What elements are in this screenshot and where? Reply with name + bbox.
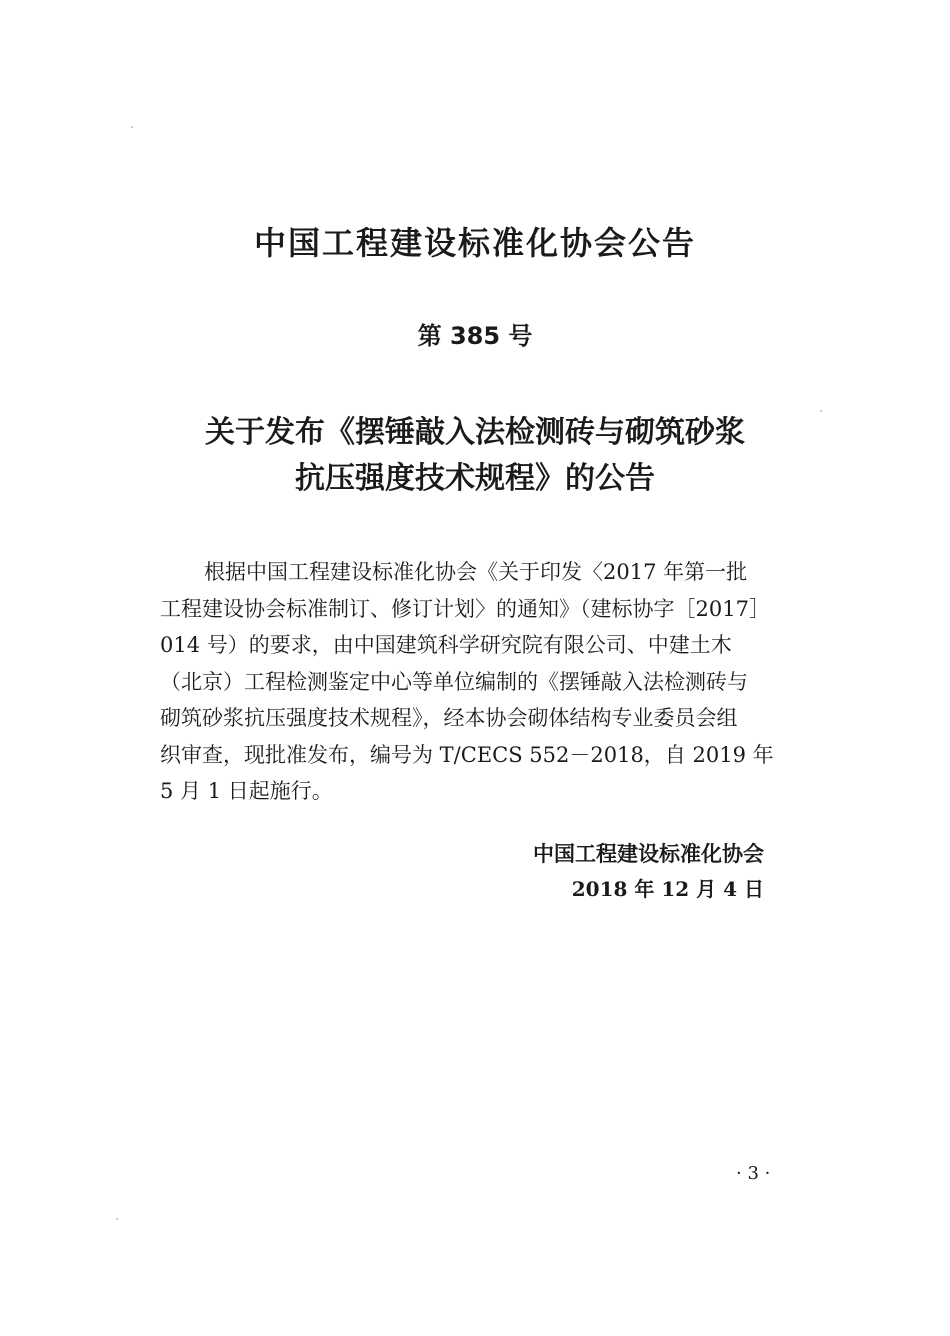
scan-speck <box>820 410 822 412</box>
body-line: 根据中国工程建设标准化协会《关于印发〈2017 年第一批 <box>204 560 748 584</box>
notice-number: 第 385 号 <box>417 322 533 350</box>
organization-title: 中国工程建设标准化协会公告 <box>253 224 696 262</box>
signature-date: 2018 年 12 月 4 日 <box>571 877 764 901</box>
scan-speck <box>116 1218 118 1220</box>
body-line: （北京）工程检测鉴定中心等单位编制的《摆锤敲入法检测砖与 <box>160 669 748 694</box>
subject-line-2: 抗压强度技术规程》的公告 <box>295 461 655 496</box>
scan-speck <box>131 126 133 128</box>
body-line: 砌筑砂浆抗压强度技术规程》，经本协会砌体结构专业委员会组 <box>160 706 738 730</box>
notice-subject <box>0 410 950 502</box>
body-line: 织审查，现批准发布，编号为 T/CECS 552－2018，自 2019 年 <box>160 742 774 767</box>
subject-line-1: 关于发布《摆锤敲入法检测砖与砌筑砂浆 <box>205 415 745 450</box>
signature-organization: 中国工程建设标准化协会 <box>533 842 764 866</box>
body-line: 014 号）的要求，由中国建筑科学研究院有限公司、中建土木 <box>160 633 732 657</box>
body-line: 工程建设协会标准制订、修订计划〉的通知》（建标协字［2017］ <box>160 596 770 621</box>
notice-body <box>160 554 810 810</box>
page-number: · 3 · <box>736 1163 771 1184</box>
body-line: 5 月 1 日起施行。 <box>160 779 333 803</box>
